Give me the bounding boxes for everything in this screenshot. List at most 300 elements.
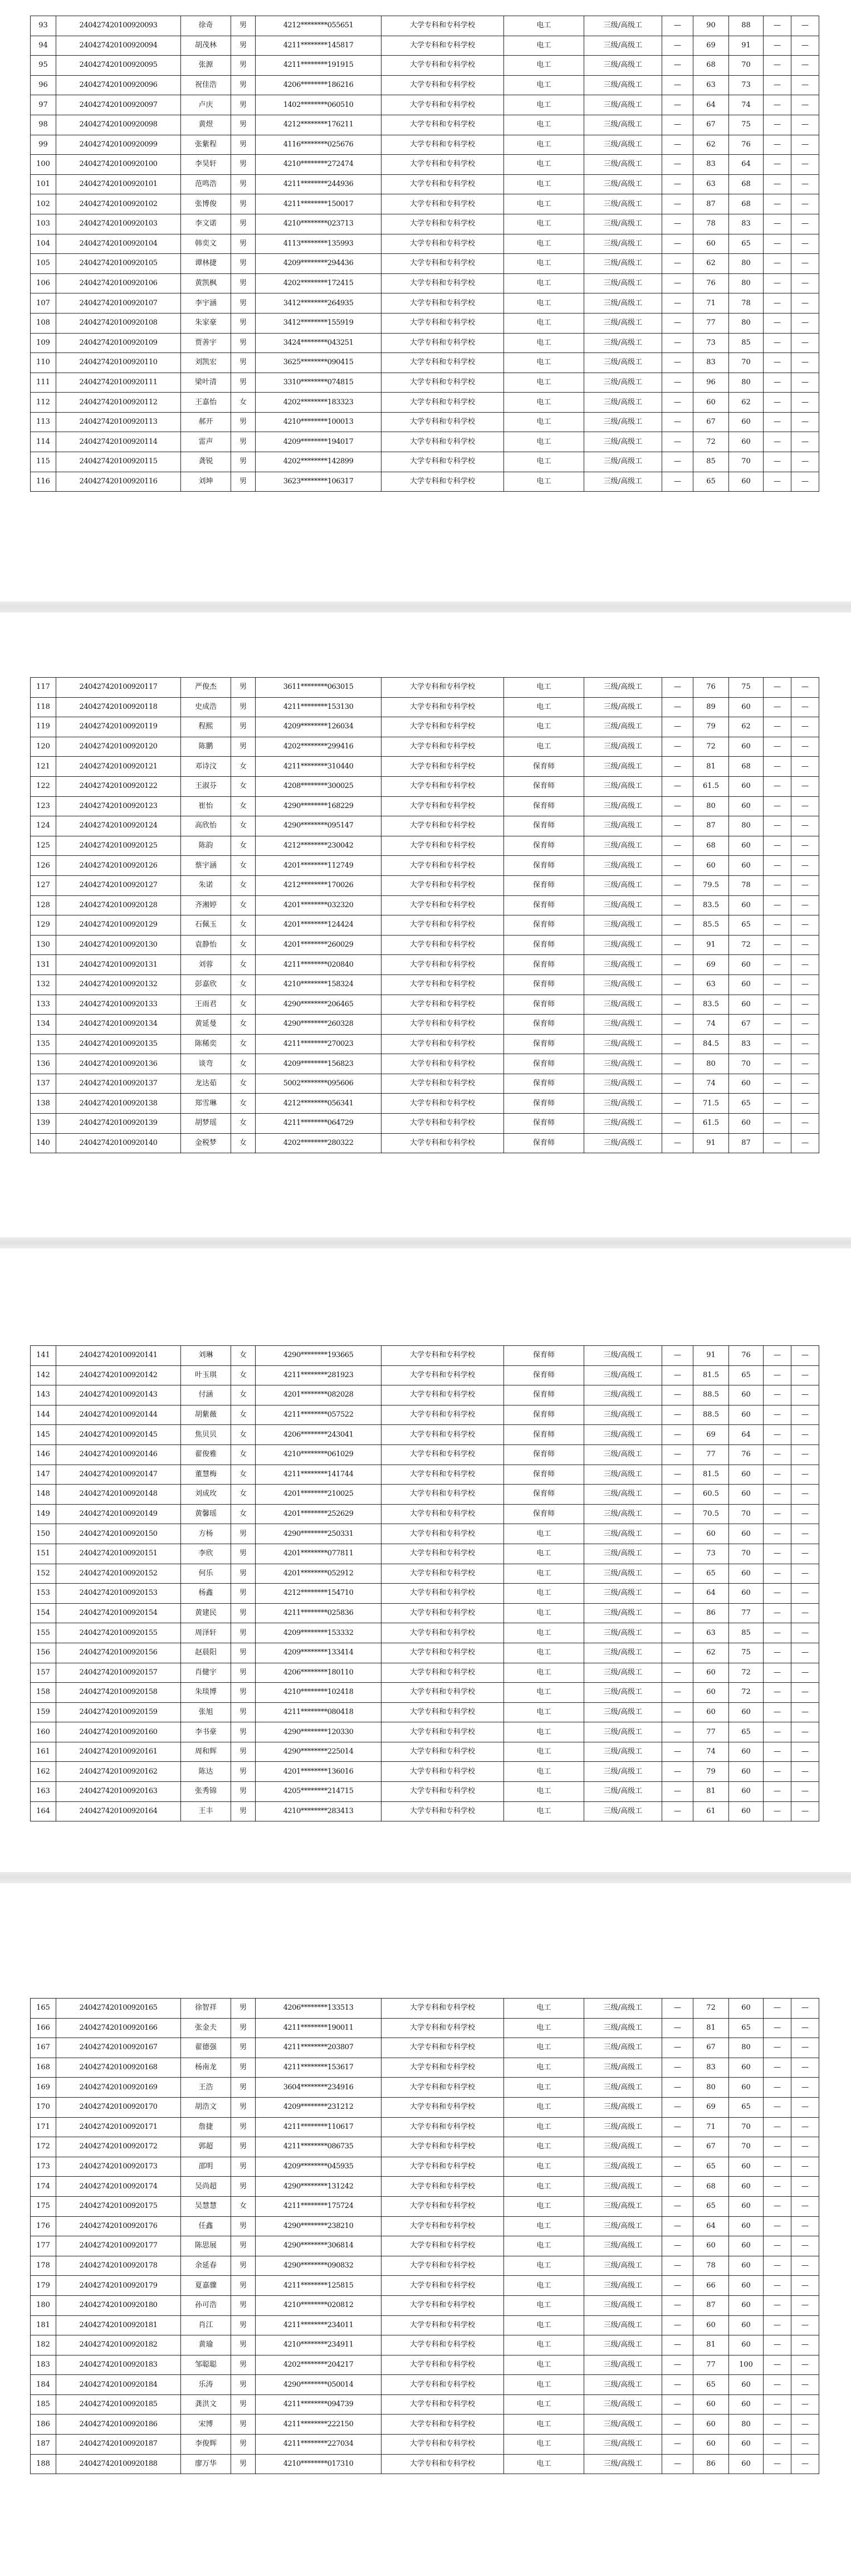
score-4-cell: —	[791, 1663, 819, 1683]
theory-placeholder-cell: —	[662, 2236, 693, 2256]
score-2-cell: 60	[729, 1114, 764, 1134]
score-4-cell: —	[791, 776, 819, 796]
score-2-cell: 91	[729, 36, 764, 56]
exam-id-cell: 240427420100920160	[56, 1722, 181, 1742]
row-index-cell: 163	[31, 1782, 56, 1802]
id-number-cell: 4201********260029	[256, 935, 382, 955]
score-1-cell: 79	[693, 717, 729, 737]
score-1-cell: 81	[693, 2018, 729, 2038]
gender-cell: 男	[231, 1801, 256, 1821]
row-index-cell: 143	[31, 1385, 56, 1405]
theory-placeholder-cell: —	[662, 1405, 693, 1425]
name-cell: 龚锐	[181, 452, 231, 472]
occupation-cell: 电工	[504, 36, 584, 56]
id-number-cell: 4208********300025	[256, 776, 382, 796]
gender-cell: 男	[231, 452, 256, 472]
theory-placeholder-cell: —	[662, 1683, 693, 1703]
score-1-cell: 62	[693, 135, 729, 155]
level-cell: 三级/高级工	[584, 432, 662, 452]
score-2-cell: 72	[729, 1683, 764, 1703]
score-4-cell: —	[791, 214, 819, 234]
level-cell: 三级/高级工	[584, 697, 662, 717]
score-2-cell: 60	[729, 856, 764, 876]
score-4-cell: —	[791, 432, 819, 452]
name-cell: 王雨君	[181, 995, 231, 1015]
score-3-cell: —	[764, 935, 791, 955]
score-1-cell: 64	[693, 95, 729, 115]
occupation-cell: 保育师	[504, 1094, 584, 1114]
exam-id-cell: 240427420100920178	[56, 2256, 181, 2276]
table-row	[31, 432, 819, 452]
table-row	[31, 697, 819, 717]
id-number-cell: 4290********131242	[256, 2177, 382, 2197]
score-2-cell: 65	[729, 1094, 764, 1114]
score-4-cell: —	[791, 915, 819, 936]
education-cell: 大学专科和专科学校	[382, 115, 504, 135]
education-cell: 大学专科和专科学校	[382, 1722, 504, 1742]
gender-cell: 男	[231, 135, 256, 155]
table-row	[31, 1425, 819, 1445]
exam-id-cell: 240427420100920114	[56, 432, 181, 452]
table-row	[31, 1346, 819, 1366]
theory-placeholder-cell: —	[662, 2058, 693, 2078]
score-4-cell: —	[791, 1385, 819, 1405]
level-cell: 三级/高级工	[584, 115, 662, 135]
score-2-cell: 60	[729, 1524, 764, 1544]
occupation-cell: 电工	[504, 2375, 584, 2395]
id-number-cell: 4202********172415	[256, 273, 382, 293]
theory-placeholder-cell: —	[662, 776, 693, 796]
score-3-cell: —	[764, 915, 791, 936]
theory-placeholder-cell: —	[662, 1663, 693, 1683]
theory-placeholder-cell: —	[662, 293, 693, 314]
occupation-cell: 电工	[504, 313, 584, 333]
exam-id-cell: 240427420100920148	[56, 1485, 181, 1505]
education-cell: 大学专科和专科学校	[382, 373, 504, 393]
row-index-cell: 145	[31, 1425, 56, 1445]
table-row	[31, 1114, 819, 1134]
gender-cell: 男	[231, 697, 256, 717]
level-cell: 三级/高级工	[584, 2375, 662, 2395]
table-row	[31, 776, 819, 796]
score-4-cell: —	[791, 816, 819, 836]
level-cell: 三级/高级工	[584, 2435, 662, 2455]
education-cell: 大学专科和专科学校	[382, 472, 504, 492]
name-cell: 徐智祥	[181, 1999, 231, 2019]
score-2-cell: 72	[729, 935, 764, 955]
table-row	[31, 1702, 819, 1722]
score-4-cell: —	[791, 353, 819, 373]
score-1-cell: 91	[693, 1133, 729, 1153]
row-index-cell: 152	[31, 1564, 56, 1584]
theory-placeholder-cell: —	[662, 333, 693, 353]
exam-id-cell: 240427420100920105	[56, 254, 181, 274]
exam-id-cell: 240427420100920094	[56, 36, 181, 56]
table-row	[31, 757, 819, 777]
occupation-cell: 电工	[504, 1623, 584, 1643]
score-3-cell: —	[764, 412, 791, 432]
id-number-cell: 4209********126034	[256, 717, 382, 737]
score-2-cell: 76	[729, 135, 764, 155]
theory-placeholder-cell: —	[662, 974, 693, 995]
name-cell: 翟俊雅	[181, 1444, 231, 1465]
education-cell: 大学专科和专科学校	[382, 697, 504, 717]
occupation-cell: 电工	[504, 1663, 584, 1683]
score-1-cell: 83.5	[693, 895, 729, 915]
row-index-cell: 116	[31, 472, 56, 492]
gender-cell: 男	[231, 1643, 256, 1663]
score-4-cell: —	[791, 2394, 819, 2415]
id-number-cell: 4201********082028	[256, 1385, 382, 1405]
score-4-cell: —	[791, 1999, 819, 2019]
name-cell: 任鑫	[181, 2216, 231, 2236]
id-number-cell: 3623********106317	[256, 472, 382, 492]
row-index-cell: 107	[31, 293, 56, 314]
id-number-cell: 4211********244936	[256, 174, 382, 194]
occupation-cell: 保育师	[504, 935, 584, 955]
theory-placeholder-cell: —	[662, 816, 693, 836]
score-3-cell: —	[764, 273, 791, 293]
occupation-cell: 保育师	[504, 895, 584, 915]
occupation-cell: 电工	[504, 1643, 584, 1663]
id-number-cell: 4290********120330	[256, 1722, 382, 1742]
gender-cell: 男	[231, 2315, 256, 2335]
occupation-cell: 电工	[504, 1762, 584, 1782]
score-4-cell: —	[791, 1762, 819, 1782]
occupation-cell: 保育师	[504, 1405, 584, 1425]
theory-placeholder-cell: —	[662, 1524, 693, 1544]
score-3-cell: —	[764, 95, 791, 115]
education-cell: 大学专科和专科学校	[382, 974, 504, 995]
theory-placeholder-cell: —	[662, 1346, 693, 1366]
id-number-cell: 4290********225014	[256, 1742, 382, 1762]
id-number-cell: 4201********032320	[256, 895, 382, 915]
score-2-cell: 60	[729, 2375, 764, 2395]
score-2-cell: 70	[729, 1054, 764, 1074]
table-row	[31, 2335, 819, 2355]
score-1-cell: 60	[693, 393, 729, 413]
score-2-cell: 76	[729, 1346, 764, 1366]
exam-id-cell: 240427420100920171	[56, 2117, 181, 2137]
exam-id-cell: 240427420100920173	[56, 2157, 181, 2177]
row-index-cell: 155	[31, 1623, 56, 1643]
occupation-cell: 电工	[504, 2276, 584, 2296]
table-row	[31, 254, 819, 274]
score-2-cell: 62	[729, 393, 764, 413]
exam-id-cell: 240427420100920167	[56, 2038, 181, 2058]
score-1-cell: 65	[693, 472, 729, 492]
score-1-cell: 91	[693, 1346, 729, 1366]
table-row	[31, 452, 819, 472]
score-4-cell: —	[791, 875, 819, 895]
theory-placeholder-cell: —	[662, 697, 693, 717]
score-2-cell: 60	[729, 995, 764, 1015]
exam-id-cell: 240427420100920097	[56, 95, 181, 115]
score-3-cell: —	[764, 1584, 791, 1604]
name-cell: 胡梦瑶	[181, 1114, 231, 1134]
level-cell: 三级/高级工	[584, 214, 662, 234]
occupation-cell: 电工	[504, 1524, 584, 1544]
score-4-cell: —	[791, 1524, 819, 1544]
theory-placeholder-cell: —	[662, 214, 693, 234]
table-row	[31, 1133, 819, 1153]
theory-placeholder-cell: —	[662, 2256, 693, 2276]
score-1-cell: 76	[693, 678, 729, 698]
score-1-cell: 60	[693, 856, 729, 876]
row-index-cell: 184	[31, 2375, 56, 2395]
row-index-cell: 159	[31, 1702, 56, 1722]
score-2-cell: 60	[729, 1465, 764, 1485]
id-number-cell: 4209********231212	[256, 2097, 382, 2117]
row-index-cell: 148	[31, 1485, 56, 1505]
id-number-cell: 4202********204217	[256, 2355, 382, 2375]
occupation-cell: 保育师	[504, 1465, 584, 1485]
table-row	[31, 194, 819, 214]
score-2-cell: 64	[729, 1425, 764, 1445]
education-cell: 大学专科和专科学校	[382, 2018, 504, 2038]
level-cell: 三级/高级工	[584, 95, 662, 115]
id-number-cell: 4210********023713	[256, 214, 382, 234]
row-index-cell: 115	[31, 452, 56, 472]
page-gap	[0, 1872, 851, 1883]
name-cell: 方杨	[181, 1524, 231, 1544]
education-cell: 大学专科和专科学校	[382, 1663, 504, 1683]
row-index-cell: 140	[31, 1133, 56, 1153]
row-index-cell: 182	[31, 2335, 56, 2355]
exam-id-cell: 240427420100920170	[56, 2097, 181, 2117]
education-cell: 大学专科和专科学校	[382, 1801, 504, 1821]
occupation-cell: 保育师	[504, 836, 584, 856]
row-index-cell: 173	[31, 2157, 56, 2177]
score-4-cell: —	[791, 56, 819, 76]
name-cell: 郝开	[181, 412, 231, 432]
occupation-cell: 电工	[504, 254, 584, 274]
gender-cell: 男	[231, 432, 256, 452]
name-cell: 陈思展	[181, 2236, 231, 2256]
theory-placeholder-cell: —	[662, 935, 693, 955]
score-4-cell: —	[791, 1485, 819, 1505]
row-index-cell: 185	[31, 2394, 56, 2415]
name-cell: 王丰	[181, 1801, 231, 1821]
occupation-cell: 电工	[504, 1722, 584, 1742]
row-index-cell: 165	[31, 1999, 56, 2019]
score-3-cell: —	[764, 776, 791, 796]
education-cell: 大学专科和专科学校	[382, 1782, 504, 1802]
score-4-cell: —	[791, 2097, 819, 2117]
score-2-cell: 64	[729, 155, 764, 175]
id-number-cell: 4210********061029	[256, 1444, 382, 1465]
score-1-cell: 79.5	[693, 875, 729, 895]
score-2-cell: 83	[729, 1034, 764, 1054]
name-cell: 崔怡	[181, 796, 231, 816]
id-number-cell: 4201********210025	[256, 1485, 382, 1505]
level-cell: 三级/高级工	[584, 2216, 662, 2236]
table-row	[31, 1603, 819, 1623]
score-3-cell: —	[764, 452, 791, 472]
score-3-cell: —	[764, 16, 791, 36]
score-4-cell: —	[791, 2315, 819, 2335]
score-1-cell: 91	[693, 935, 729, 955]
score-3-cell: —	[764, 293, 791, 314]
score-2-cell: 78	[729, 875, 764, 895]
score-3-cell: —	[764, 1544, 791, 1564]
gender-cell: 女	[231, 1444, 256, 1465]
score-4-cell: —	[791, 1405, 819, 1425]
score-4-cell: —	[791, 2295, 819, 2315]
table-row	[31, 2097, 819, 2117]
score-3-cell: —	[764, 875, 791, 895]
score-1-cell: 79	[693, 1762, 729, 1782]
theory-placeholder-cell: —	[662, 1762, 693, 1782]
score-3-cell: —	[764, 2355, 791, 2375]
level-cell: 三级/高级工	[584, 174, 662, 194]
occupation-cell: 电工	[504, 1999, 584, 2019]
score-1-cell: 77	[693, 1444, 729, 1465]
score-1-cell: 80	[693, 1054, 729, 1074]
education-cell: 大学专科和专科学校	[382, 875, 504, 895]
row-index-cell: 158	[31, 1683, 56, 1703]
name-cell: 黄延曼	[181, 1015, 231, 1035]
table-row	[31, 273, 819, 293]
table-row	[31, 115, 819, 135]
education-cell: 大学专科和专科学校	[382, 1762, 504, 1782]
education-cell: 大学专科和专科学校	[382, 1485, 504, 1505]
id-number-cell: 4290********050014	[256, 2375, 382, 2395]
id-number-cell: 4201********077811	[256, 1544, 382, 1564]
name-cell: 董慧梅	[181, 1465, 231, 1485]
name-cell: 邹聪聪	[181, 2355, 231, 2375]
level-cell: 三级/高级工	[584, 1425, 662, 1445]
theory-placeholder-cell: —	[662, 2315, 693, 2335]
score-2-cell: 80	[729, 2415, 764, 2435]
level-cell: 三级/高级工	[584, 776, 662, 796]
theory-placeholder-cell: —	[662, 135, 693, 155]
level-cell: 三级/高级工	[584, 75, 662, 95]
exam-id-cell: 240427420100920177	[56, 2236, 181, 2256]
education-cell: 大学专科和专科学校	[382, 1999, 504, 2019]
exam-id-cell: 240427420100920095	[56, 56, 181, 76]
score-4-cell: —	[791, 895, 819, 915]
education-cell: 大学专科和专科学校	[382, 1742, 504, 1762]
gender-cell: 女	[231, 1114, 256, 1134]
score-3-cell: —	[764, 155, 791, 175]
theory-placeholder-cell: —	[662, 2216, 693, 2236]
score-4-cell: —	[791, 697, 819, 717]
score-4-cell: —	[791, 1054, 819, 1074]
theory-placeholder-cell: —	[662, 2157, 693, 2177]
score-1-cell: 96	[693, 373, 729, 393]
score-3-cell: —	[764, 1564, 791, 1584]
row-index-cell: 180	[31, 2295, 56, 2315]
score-1-cell: 81.5	[693, 1365, 729, 1385]
id-number-cell: 4201********252629	[256, 1504, 382, 1524]
exam-id-cell: 240427420100920186	[56, 2415, 181, 2435]
score-1-cell: 84.5	[693, 1034, 729, 1054]
row-index-cell: 176	[31, 2216, 56, 2236]
exam-id-cell: 240427420100920163	[56, 1782, 181, 1802]
score-4-cell: —	[791, 2236, 819, 2256]
score-3-cell: —	[764, 2058, 791, 2078]
level-cell: 三级/高级工	[584, 1074, 662, 1094]
name-cell: 高欣怡	[181, 816, 231, 836]
score-3-cell: —	[764, 1114, 791, 1134]
exam-id-cell: 240427420100920134	[56, 1015, 181, 1035]
name-cell: 邓诗汶	[181, 757, 231, 777]
occupation-cell: 电工	[504, 1782, 584, 1802]
exam-id-cell: 240427420100920138	[56, 1094, 181, 1114]
score-4-cell: —	[791, 2415, 819, 2435]
id-number-cell: 4210********020812	[256, 2295, 382, 2315]
name-cell: 刘琳	[181, 1346, 231, 1366]
occupation-cell: 保育师	[504, 1074, 584, 1094]
row-index-cell: 130	[31, 935, 56, 955]
gender-cell: 女	[231, 1465, 256, 1485]
theory-placeholder-cell: —	[662, 412, 693, 432]
education-cell: 大学专科和专科学校	[382, 1584, 504, 1604]
table-row	[31, 974, 819, 995]
score-2-cell: 68	[729, 757, 764, 777]
score-3-cell: —	[764, 2454, 791, 2474]
level-cell: 三级/高级工	[584, 678, 662, 698]
gender-cell: 男	[231, 1762, 256, 1782]
name-cell: 陈稀奕	[181, 1034, 231, 1054]
id-number-cell: 3310********074815	[256, 373, 382, 393]
score-4-cell: —	[791, 737, 819, 757]
score-4-cell: —	[791, 135, 819, 155]
table-row	[31, 1584, 819, 1604]
name-cell: 詹捷	[181, 2117, 231, 2137]
education-cell: 大学专科和专科学校	[382, 155, 504, 175]
row-index-cell: 177	[31, 2236, 56, 2256]
level-cell: 三级/高级工	[584, 2276, 662, 2296]
score-2-cell: 60	[729, 776, 764, 796]
theory-placeholder-cell: —	[662, 2276, 693, 2296]
level-cell: 三级/高级工	[584, 1015, 662, 1035]
theory-placeholder-cell: —	[662, 1584, 693, 1604]
score-4-cell: —	[791, 254, 819, 274]
score-3-cell: —	[764, 2137, 791, 2157]
table-row	[31, 955, 819, 975]
occupation-cell: 电工	[504, 2315, 584, 2335]
level-cell: 三级/高级工	[584, 36, 662, 56]
occupation-cell: 保育师	[504, 1114, 584, 1134]
score-4-cell: —	[791, 2256, 819, 2276]
level-cell: 三级/高级工	[584, 757, 662, 777]
exam-id-cell: 240427420100920117	[56, 678, 181, 698]
score-2-cell: 60	[729, 2435, 764, 2455]
score-4-cell: —	[791, 333, 819, 353]
exam-id-cell: 240427420100920166	[56, 2018, 181, 2038]
level-cell: 三级/高级工	[584, 194, 662, 214]
score-2-cell: 60	[729, 836, 764, 856]
row-index-cell: 160	[31, 1722, 56, 1742]
score-1-cell: 81	[693, 757, 729, 777]
table-row	[31, 16, 819, 36]
table-row	[31, 1094, 819, 1114]
occupation-cell: 保育师	[504, 995, 584, 1015]
id-number-cell: 4201********136016	[256, 1762, 382, 1782]
table-row	[31, 2375, 819, 2395]
occupation-cell: 电工	[504, 373, 584, 393]
theory-placeholder-cell: —	[662, 2177, 693, 2197]
table-row	[31, 333, 819, 353]
score-4-cell: —	[791, 293, 819, 314]
occupation-cell: 电工	[504, 737, 584, 757]
theory-placeholder-cell: —	[662, 353, 693, 373]
score-3-cell: —	[764, 1702, 791, 1722]
gender-cell: 女	[231, 796, 256, 816]
id-number-cell: 4212********154710	[256, 1584, 382, 1604]
